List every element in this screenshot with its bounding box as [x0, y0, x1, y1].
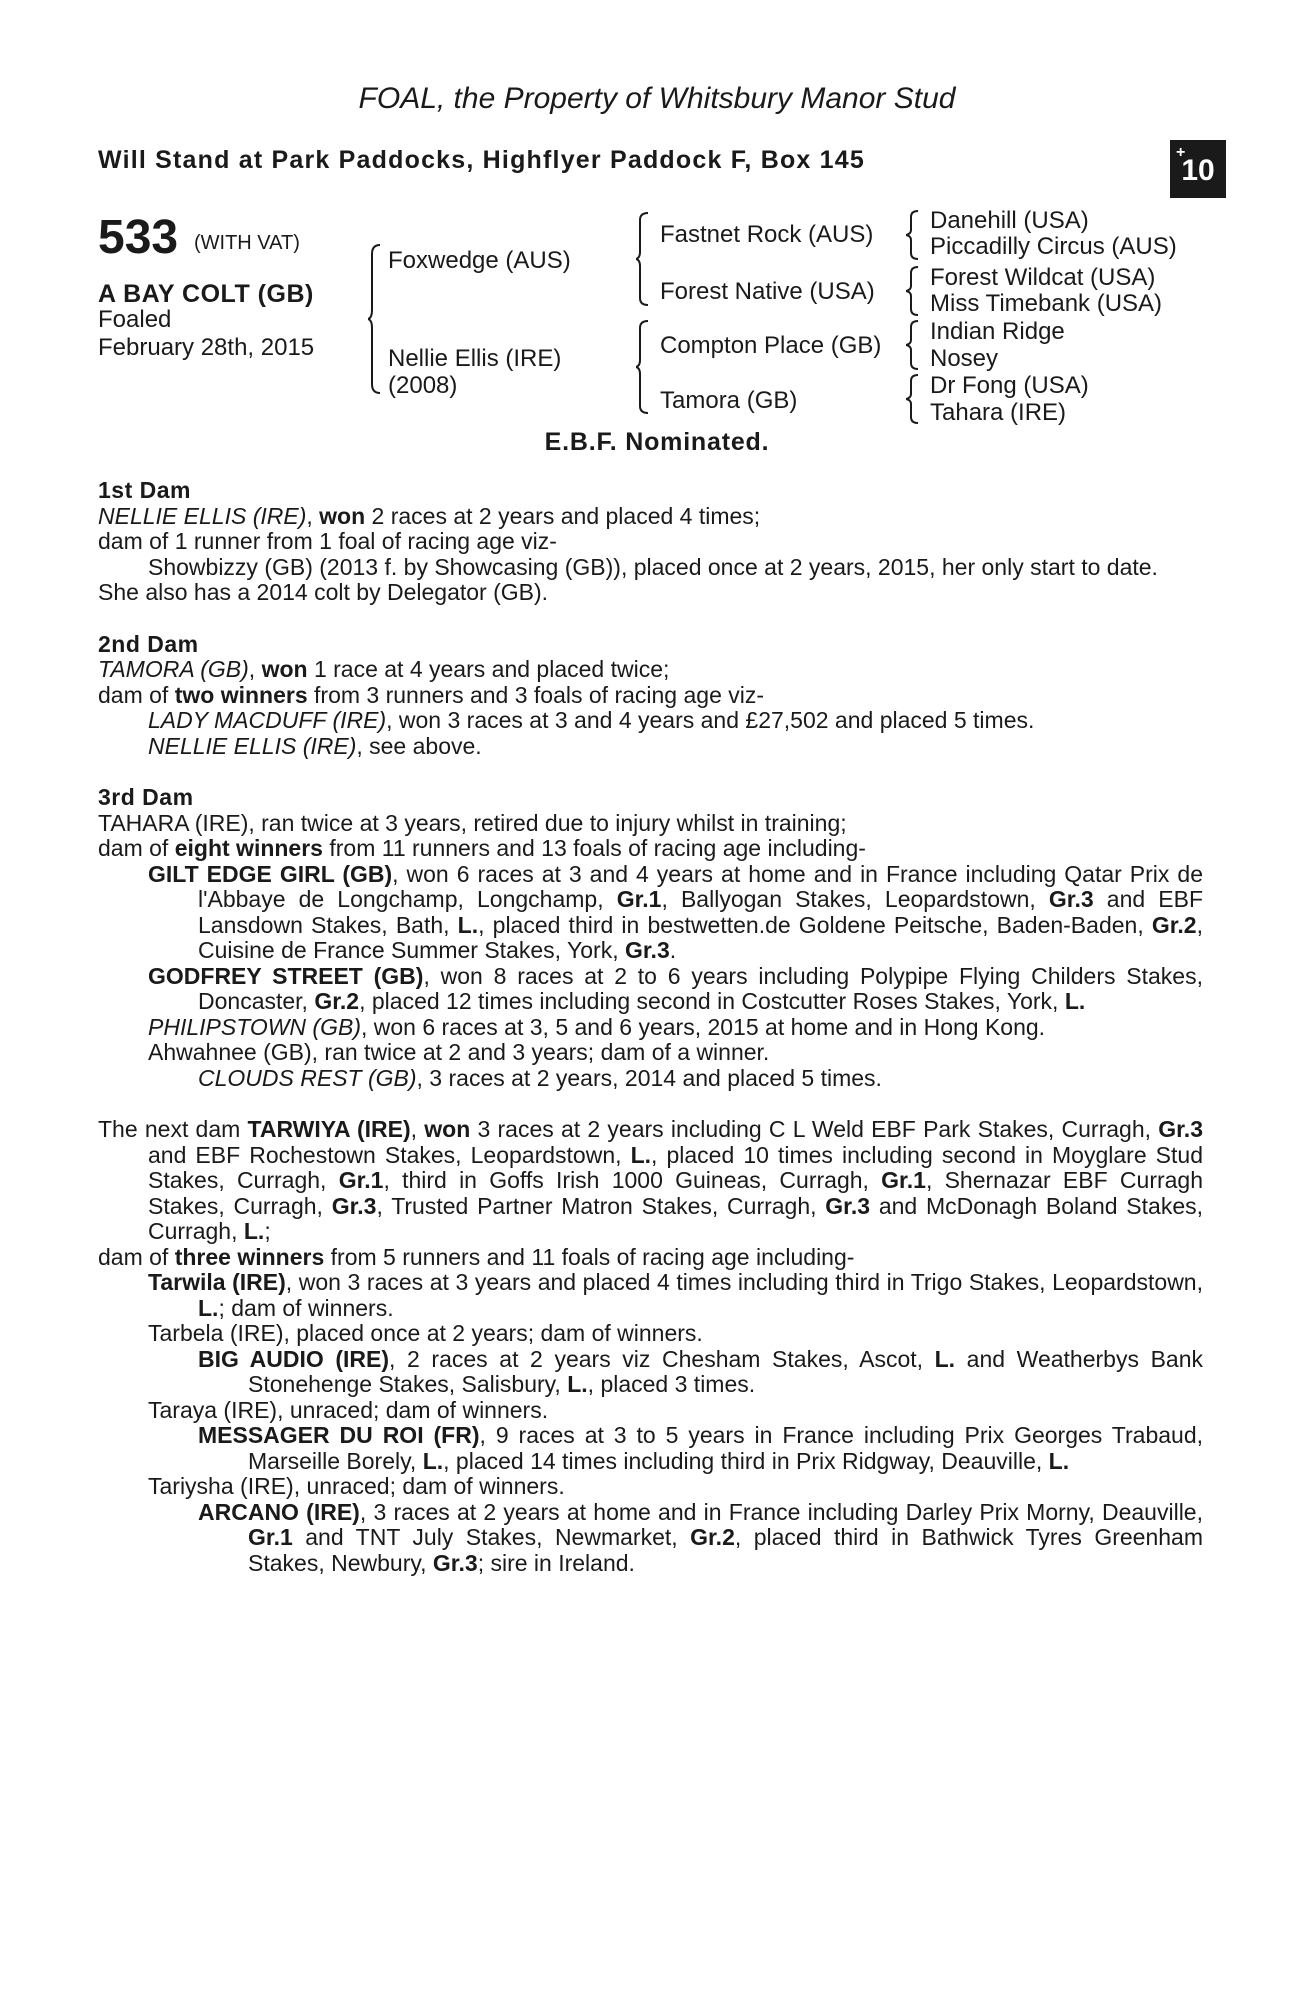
next-dam-foal-taraya: Taraya (IRE), unraced; dam of winners. [148, 1396, 549, 1423]
granddam-line-8: Tahara (IRE) [930, 399, 1067, 426]
granddam-line-5: Indian Ridge [930, 318, 1065, 345]
catalogue-heading: FOAL, the Property of Whitsbury Manor Stud [358, 82, 956, 115]
second-dam-record: TAMORA (GB), won 1 race at 4 years and placed twice; [98, 656, 670, 682]
next-dam-foal-tariysha: Tariysha (IRE), unraced; dam of winners. [148, 1473, 565, 1499]
dam: Nellie Ellis (IRE) [388, 345, 562, 372]
third-dam-heading: 3rd Dam [98, 784, 194, 810]
first-dam-record: NELLIE ELLIS (IRE), won 2 races at 2 years and placed 4 times; [98, 502, 761, 529]
sire: Foxwedge (AUS) [388, 247, 571, 274]
first-dam-heading: 1st Dam [98, 477, 191, 503]
first-dam-produce: dam of 1 runner from 1 foal of racing age viz- [98, 528, 557, 554]
brace-g1 [906, 210, 920, 260]
catalogue-body [98, 478, 1203, 1576]
third-dam-foal-ahwahnee: Ahwahnee (GB), ran twice at 2 and 3 years; dam of a winner. [148, 1039, 770, 1065]
granddam-line-2: Piccadilly Circus (AUS) [930, 233, 1177, 260]
bracket-gen1 [368, 244, 382, 394]
lot-description: A BAY COLT (GB) [98, 280, 314, 308]
sire-sire: Fastnet Rock (AUS) [660, 221, 874, 248]
tariysha-foal-arcano: ARCANO (IRE), 3 races at 2 years at home and in France including Darley Prix Morny, Deauville, Gr.1 and TNT July Stakes, Newmarket, Gr.2, placed third in Bathwick Tyres Greenham Stakes, Newbury, Gr.3; sire in Ireland. [198, 1498, 1203, 1576]
foaled-info [98, 306, 314, 362]
sire-dam: Forest Native (USA) [660, 278, 875, 305]
bracket-sire-line [636, 212, 650, 306]
dam-sire: Compton Place (GB) [660, 332, 882, 359]
taraya-foal-messager-du-roi: MESSAGER DU ROI (FR), 9 races at 3 to 5 years in France including Prix Georges Trabaud, Marseille Borely, L., placed 14 times including third in Prix Ridgway, Deauville, L. [198, 1422, 1203, 1474]
third-dam-produce: dam of eight winners from 11 runners and 13 foals of racing age including- [98, 835, 866, 861]
bracket-dam-line [636, 320, 650, 414]
lot-number: 533 [98, 211, 179, 264]
second-dam-produce: dam of two winners from 3 runners and 3 foals of racing age viz- [98, 681, 765, 708]
brace-g2 [906, 266, 920, 316]
badge-number: 10 [1181, 154, 1215, 187]
next-dam-record: The next dam TARWIYA (IRE), won 3 races at 2 years including C L Weld EBF Park Stakes, Curragh, Gr.3 and EBF Rochestown Stakes, Leopardstown, L., placed 10 times including second in Moyglare Stud Stakes, Curragh, Gr.1, third in Goffs Irish 1000 Guineas, Curragh, Gr.1, Shernazar EBF Curragh Stakes, Curragh, Gr.3, Trusted Partner Matron Stakes, Curragh, Gr.3 and McDonagh Boland Stakes, Curragh, L.; [98, 1116, 1204, 1244]
stand-location: Will Stand at Park Paddocks, Highflyer Paddock F, Box 145 [98, 146, 865, 174]
third-dam-foal-gilt-edge-girl: GILT EDGE GIRL (GB), won 6 races at 3 and 4 years at home and in France including Qatar Prix de l'Abbaye de Longchamp, Longchamp, Gr.1, Ballyogan Stakes, Leopardstown, Gr.3 and EBF Lansdown Stakes, Bath, L., placed third in bestwetten.de Goldene Peitsche, Baden-Baden, Gr.2, Cuisine de France Summer Stakes, York, Gr.3. [148, 860, 1203, 963]
tarbela-foal-big-audio: BIG AUDIO (IRE), 2 races at 2 years viz Chesham Stakes, Ascot, L. and Weatherbys Bank Stonehenge Stakes, Salisbury, L., placed 3 times. [198, 1345, 1203, 1397]
brace-g3 [906, 320, 920, 370]
ebf-nominated: E.B.F. Nominated. [544, 428, 770, 456]
foaled-date: February 28th, 2015 [98, 334, 315, 361]
first-dam-foal: Showbizzy (GB) (2013 f. by Showcasing (GB)), placed once at 2 years, 2015, her only start to date. [148, 553, 1158, 580]
second-dam-heading: 2nd Dam [98, 630, 199, 657]
second-dam-foal-1: LADY MACDUFF (IRE), won 3 races at 3 and 4 years and £27,502 and placed 5 times. [148, 707, 1035, 733]
next-dam-foal-tarbela: Tarbela (IRE), placed once at 2 years; dam of winners. [148, 1320, 703, 1346]
granddam-line-4: Miss Timebank (USA) [930, 290, 1163, 317]
second-dam-foal-2: NELLIE ELLIS (IRE), see above. [148, 732, 482, 759]
next-dam-foal-tarwila: Tarwila (IRE), won 3 races at 3 years and placed 4 times including third in Trigo Stakes, Leopardstown, L.; dam of winners. [148, 1269, 1203, 1321]
plus-ten-badge [1170, 140, 1226, 198]
dam-year: (2008) [388, 372, 458, 399]
badge-plus: + [1176, 144, 1186, 161]
brace-g4 [906, 374, 920, 424]
vat-note: (WITH VAT) [194, 232, 300, 254]
next-dam-produce: dam of three winners from 5 runners and 11 foals of racing age including- [98, 1243, 855, 1270]
third-dam-foal-philipstown: PHILIPSTOWN (GB), won 6 races at 3, 5 and 6 years, 2015 at home and in Hong Kong. [148, 1013, 1046, 1040]
dam-dam: Tamora (GB) [660, 387, 798, 414]
first-dam-colt: She also has a 2014 colt by Delegator (GB). [98, 579, 549, 605]
foaled-label: Foaled [98, 306, 172, 333]
granddam-line-3: Forest Wildcat (USA) [930, 264, 1156, 291]
granddam-line-6: Nosey [930, 345, 999, 372]
granddam-line-7: Dr Fong (USA) [930, 372, 1089, 399]
third-dam-foal-godfrey-street: GODFREY STREET (GB), won 8 races at 2 to 6 years including Polypipe Flying Childers Stakes, Doncaster, Gr.2, placed 12 times including second in Costcutter Roses Stakes, York, L. [148, 962, 1203, 1014]
third-dam-record: TAHARA (IRE), ran twice at 3 years, retired due to injury whilst in training; [98, 809, 847, 836]
granddam-line-1: Danehill (USA) [930, 207, 1089, 234]
third-dam-foal-clouds-rest: CLOUDS REST (GB), 3 races at 2 years, 2014 and placed 5 times. [198, 1064, 882, 1091]
